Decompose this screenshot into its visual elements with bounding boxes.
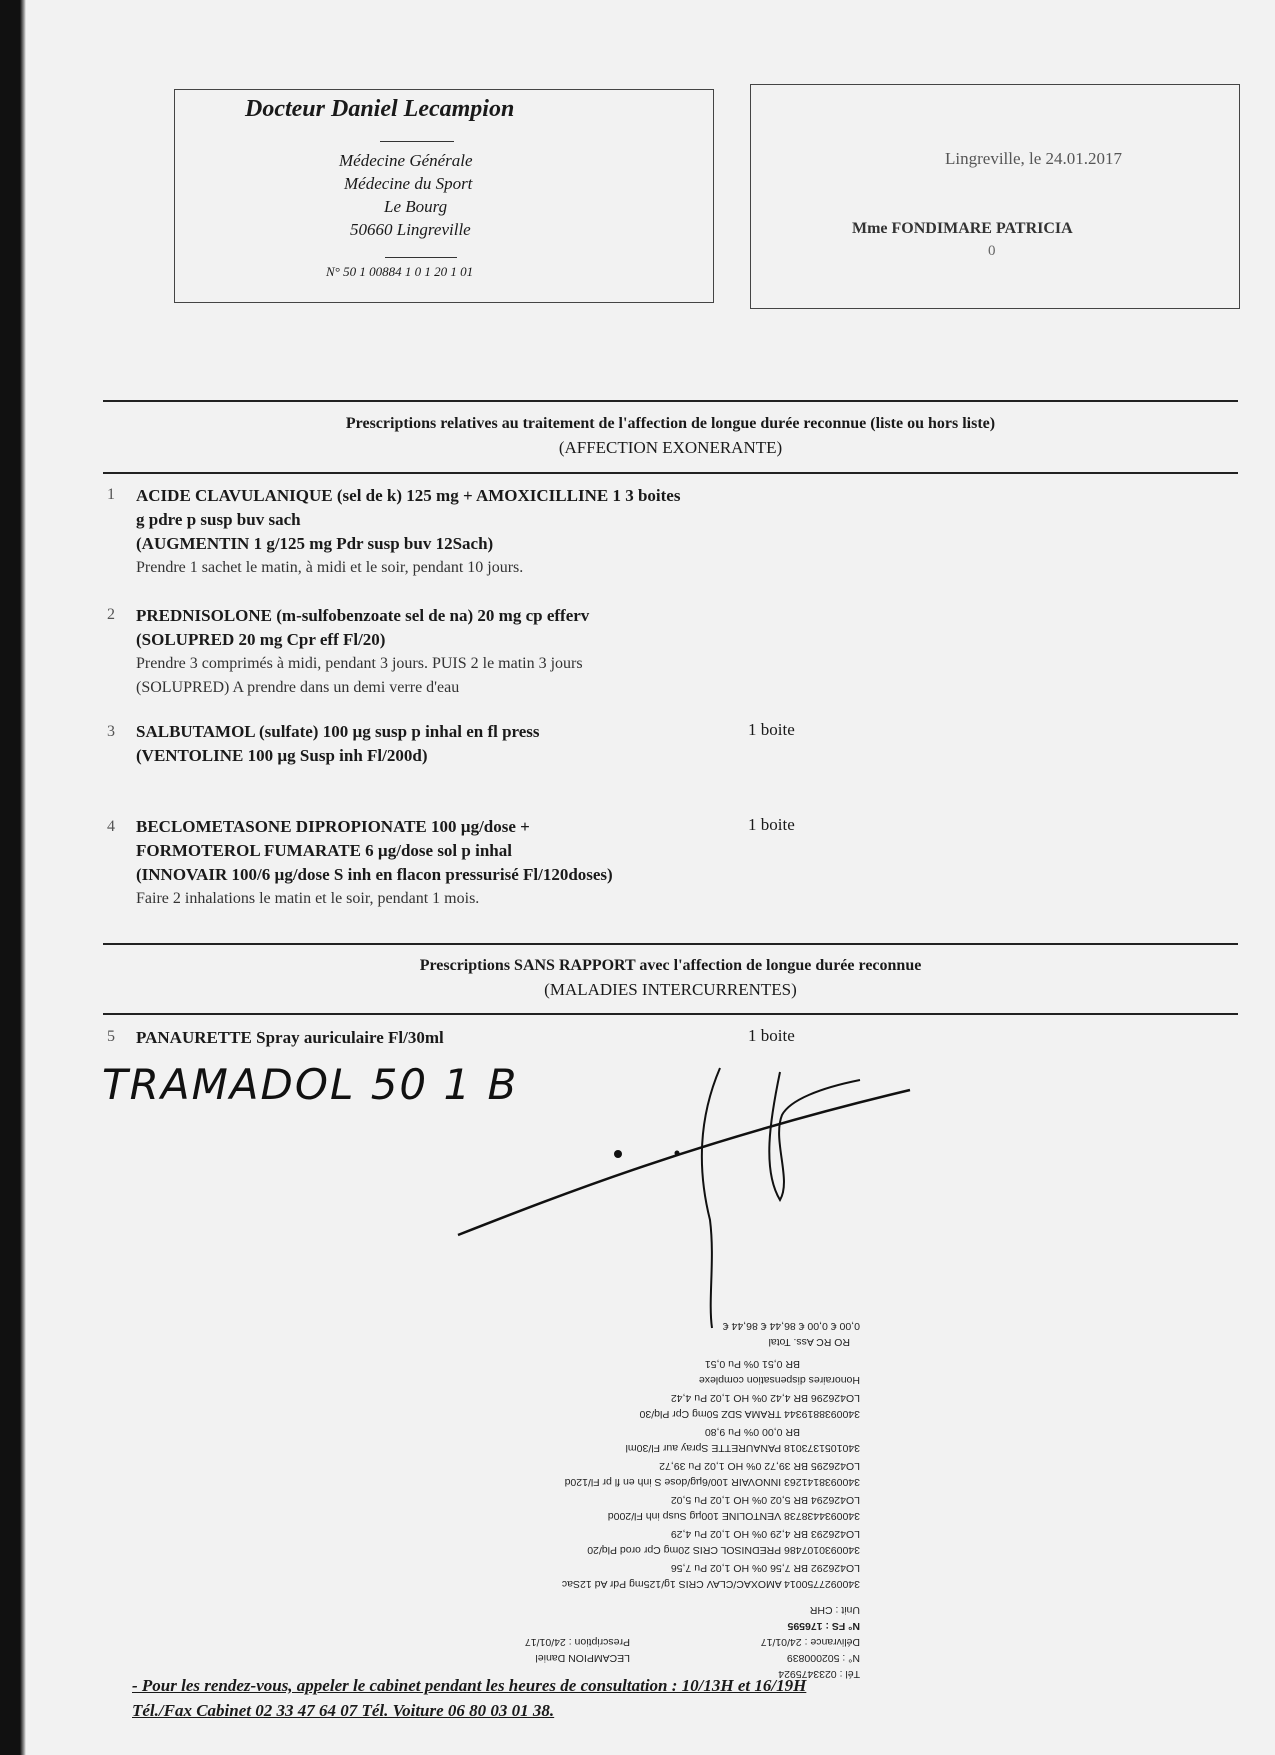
- medication-name: ACIDE CLAVULANIQUE (sel de k) 125 mg + AMOXICILLINE 1 3 boites: [136, 486, 681, 505]
- section1-bottom-rule: [103, 472, 1238, 474]
- receipt-phone: Tél : 0233475924: [778, 1668, 860, 1680]
- medication-brand: (SOLUPRED 20 mg Cpr eff Fl/20): [136, 630, 386, 649]
- address-divider: [385, 257, 457, 258]
- medication-brand: (VENTOLINE 100 µg Susp inh Fl/200d): [136, 746, 428, 765]
- receipt-line: 3400938819344 TRAMA SDZ 50mg Cpr Plq/30: [639, 1408, 860, 1420]
- receipt-unit: Unit : CHR: [809, 1604, 860, 1616]
- scan-edge: [0, 0, 26, 1755]
- footer-appointments: - Pour les rendez-vous, appeler le cabinet pendant les heures de consultation : 10/13H et 16/19H: [132, 1676, 807, 1695]
- receipt-fs-number: N° FS : 176595: [787, 1620, 860, 1632]
- doctor-number: N° 50 1 00884 1 0 1 20 1 01: [326, 264, 474, 279]
- receipt-line: 3400934438738 VENTOLINE 100µg Susp inh Fl/200d: [607, 1510, 860, 1522]
- signature: [440, 1060, 920, 1330]
- section1-top-rule: [103, 400, 1238, 402]
- receipt-number: N° : 502000839: [786, 1652, 860, 1664]
- medication-instruction: Prendre 3 comprimés à midi, pendant 3 jours. PUIS 2 le matin 3 jours: [136, 655, 583, 672]
- receipt-line: 3400930107486 PREDNISOL CRIS 20mg Cpr orod Plq/20: [587, 1544, 860, 1556]
- receipt-line: LO426293 BR 4,29 0% HO 1,02 Pu 4,29: [670, 1528, 860, 1540]
- receipt-delivery-date: Délivrance : 24/01/17: [760, 1636, 860, 1648]
- section2-bottom-rule: [103, 1013, 1238, 1015]
- receipt-line: LO426296 BR 4,42 0% HO 1,02 Pu 4,42: [670, 1392, 860, 1404]
- receipt-line: Honoraires dispensation complexe: [698, 1374, 860, 1386]
- receipt-line: 3401051373018 PANAURETTE Spray aur Fl/30ml: [625, 1442, 860, 1454]
- address-line: Le Bourg: [384, 197, 448, 216]
- medication-quantity: 1 boite: [748, 720, 795, 739]
- footer-phones: Tél./Fax Cabinet 02 33 47 64 07 Tél. Voiture 06 80 03 01 38.: [132, 1701, 555, 1720]
- item-number: 2: [107, 606, 115, 623]
- prescription-item: [136, 484, 680, 580]
- receipt-line: 3400938141263 INNOVAIR 100/6µg/dose S inh en fl pr Fl/120d: [564, 1476, 860, 1488]
- receipt-line: LO426294 BR 5,02 0% HO 1,02 Pu 5,02: [670, 1494, 860, 1506]
- postal-city: 50660 Lingreville: [350, 220, 471, 239]
- place-date: Lingreville, le 24.01.2017: [945, 149, 1123, 168]
- receipt-line: LO426292 BR 7,56 0% HO 1,02 Pu 7,56: [670, 1562, 860, 1574]
- patient-name: Mme FONDIMARE PATRICIA: [852, 220, 1073, 237]
- medication-name: SALBUTAMOL (sulfate) 100 µg susp p inhal en fl press: [136, 722, 540, 741]
- medication-instruction: Prendre 1 sachet le matin, à midi et le soir, pendant 10 jours.: [136, 559, 524, 576]
- patient-box: [750, 84, 1240, 309]
- medication-quantity: 1 boite: [748, 1026, 795, 1045]
- medication-instruction: Faire 2 inhalations le matin et le soir, pendant 1 mois.: [136, 890, 480, 907]
- item-number: 3: [107, 723, 115, 740]
- doctor-name: Docteur Daniel Lecampion: [245, 96, 515, 122]
- prescription-item: [136, 815, 613, 911]
- item-number: 4: [107, 818, 115, 835]
- section1-subtitle: (AFFECTION EXONERANTE): [558, 438, 783, 457]
- medication-name-2: FORMOTEROL FUMARATE 6 µg/dose sol p inhal: [136, 841, 512, 860]
- section2-title: Prescriptions SANS RAPPORT avec l'affection de longue durée reconnue: [419, 957, 922, 974]
- medication-brand: (INNOVAIR 100/6 µg/dose S inh en flacon pressurisé Fl/120doses): [136, 865, 613, 884]
- specialty-general: Médecine Générale: [339, 151, 473, 170]
- section2-subtitle: (MALADIES INTERCURRENTES): [544, 980, 797, 999]
- receipt-prescriber: LECAMPION Daniel: [535, 1652, 630, 1664]
- section1-title: Prescriptions relatives au traitement de l'affection de longue durée reconnue (liste ou hors liste): [345, 415, 996, 432]
- section2-top-rule: [103, 943, 1238, 945]
- item-number: 1: [107, 486, 115, 503]
- prescription-item: [136, 720, 540, 768]
- receipt-line: 3400927750014 AMOXAC/CLAV CRIS 1g/125mg Pdr Ad 12Sac: [561, 1578, 860, 1590]
- prescription-item: [136, 604, 589, 700]
- medication-quantity: 1 boite: [748, 815, 795, 834]
- medication-name: PREDNISOLONE (m-sulfobenzoate sel de na) 20 mg cp efferv: [136, 606, 590, 625]
- specialty-sport: Médecine du Sport: [344, 174, 473, 193]
- receipt-line: BR 0,51 0% Pu 0,51: [704, 1358, 800, 1370]
- receipt-line: LO426295 BR 39,72 0% HO 1,02 Pu 39,72: [659, 1460, 860, 1472]
- medication-instruction: (SOLUPRED) A prendre dans un demi verre d'eau: [136, 679, 460, 696]
- receipt-prescription-date: Prescription : 24/01/17: [524, 1636, 630, 1648]
- medication-name: BECLOMETASONE DIPROPIONATE 100 µg/dose +: [136, 817, 530, 836]
- receipt-line: BR 0,00 0% Pu 9,80: [704, 1426, 800, 1438]
- pharmacy-receipt: [480, 1310, 860, 1680]
- name-divider: [380, 141, 454, 142]
- item-number: 5: [107, 1028, 115, 1045]
- receipt-totals-values: 0,00 € 0,00 € 86,44 € 86,44 €: [722, 1320, 860, 1332]
- medication-name: PANAURETTE Spray auriculaire Fl/30ml: [136, 1028, 444, 1047]
- medication-form: g pdre p susp buv sach: [136, 510, 301, 529]
- receipt-totals-labels: RO RC Ass. Total: [768, 1336, 850, 1348]
- patient-extra: 0: [988, 243, 996, 259]
- handwritten-text: TRAMADOL 50 1 B: [102, 1060, 519, 1109]
- medication-brand: (AUGMENTIN 1 g/125 mg Pdr susp buv 12Sach): [136, 534, 494, 553]
